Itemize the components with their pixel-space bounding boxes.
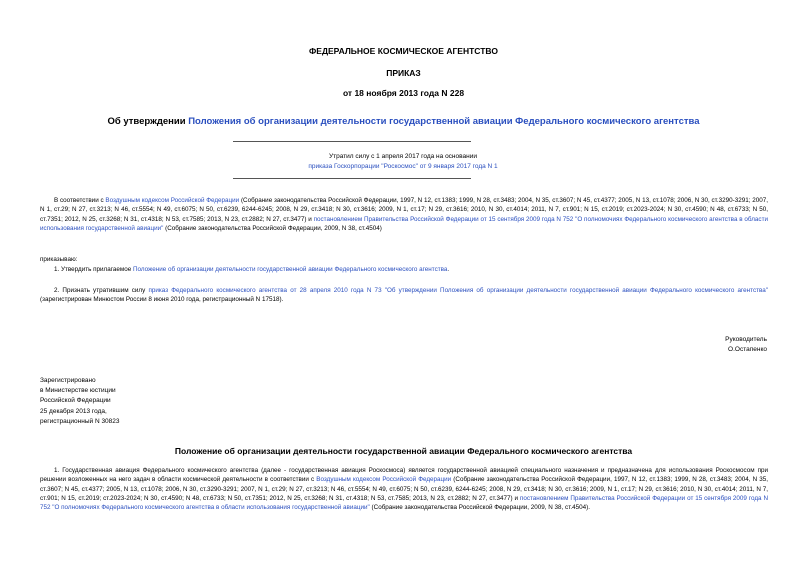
- revocation-note: [233, 152, 573, 172]
- regulation-text-1: 1. Государственная авиация Федерального космического агентства (далее - государственная авиация Роскосмоса) является государственной авиацией специального назначения и предназначена для использования Роскосмосом при решении возложенных на него задач в области космической деятельности в соответствии с: [40, 467, 768, 484]
- document-date-number: от 18 ноября 2013 года N 228: [342, 88, 465, 98]
- agency-name: ФЕДЕРАЛЬНОЕ КОСМИЧЕСКОЕ АГЕНТСТВО: [309, 46, 498, 56]
- document-title: [0, 116, 807, 127]
- title-regulation-link[interactable]: Положения об организации деятельности государственной авиации Федерального космического агентства: [188, 116, 700, 127]
- preamble-text-3: (Собрание законодательства Российской Федерации, 2009, N 38, ст.4504): [163, 224, 382, 232]
- regulation-decree-link[interactable]: постановлением Правительства Российской Федерации от 15 сентября 2009 года N 752 "О полномочиях Федерального космического агентства в области использования государственной авиации": [40, 494, 768, 512]
- item2-text-2: (зарегистрирован Минюстом России 8 июня 2010 года, регистрационный N 17518).: [40, 296, 284, 304]
- signature-name: О.Остапенко: [728, 346, 767, 353]
- registration-line: регистрационный N 30823: [40, 417, 120, 425]
- item2-text-1: 2. Признать утратившим силу: [54, 287, 149, 294]
- government-decree-link[interactable]: постановлением Правительства Российской Федерации от 15 сентября 2009 года N 752 "О полномочиях Федерального космического агентства в области использования государственной авиации": [40, 215, 768, 232]
- preamble-paragraph: [40, 196, 768, 233]
- regulation-text-2: (Собрание законодательства Российской Федерации, 1997, N 12, ст.1383; 1999, N 28, ст.3483; 2004, N 35, ст.3607; N 45, ст.4377; 2005, N 13, ст.1078; 2006, N 30, ст.3290-3291; 2007, N 1, ст.29; N 27, ст.3213; N 46, ст.5554; N 49, ст.6075; N 50, ст.6239, 6244-6245; 2008, N 29, ст.3418; N 30, ст.3616; 2009, N 1, ст.17; N 29, ст.3616; 2010, N 30, ст.4014; 2011, N 7, ст.901; N 15, ст.2019; ст.2023-2024; N 30, ст.4590; N 48, ст.6733; N 50, ст.7351; 2012, N 25, ст.3268; N 31, ст.4318; N 53, ст.7585; 2013, N 23, ст.2882; N 27, ст.3477) и: [40, 476, 768, 502]
- signature-block: [725, 335, 767, 355]
- registration-block: [40, 376, 120, 427]
- preamble-text-2: (Собрание законодательства Российской Федерации, 1997, N 12, ст.1383; 1999, N 28, ст.3483; 2004, N 35, ст.3607; N 45, ст.4377; 2005, N 13, ст.1078; 2006, N 30, ст.3290-3291; 2007, N 1, ст.29; N 27, ст.3213; N 46, ст.5554; N 49, ст.6075; N 50, ст.6239, 6244-6245; 2008, N 29, ст.3418; N 30, ст.3616; 2009, N 1, ст.17; N 29, ст.3616; 2010, N 30, ст.4014; 2011, N 7, ст.901; N 15, ст.2019; ст.2023-2024; N 30, ст.4590; N 48, ст.6733; N 50, ст.7351; 2012, N 25, ст.3268; N 31, ст.4318; N 53, ст.7585; 2013, N 23, ст.2882; N 27, ст.3477) и: [40, 197, 768, 223]
- order-word: приказываю:: [40, 256, 78, 263]
- revocation-text: Утратил силу с 1 апреля 2017 года на основании: [329, 153, 477, 160]
- preamble-text-1: В соответствии с: [54, 197, 106, 204]
- registration-line: Зарегистрировано: [40, 377, 96, 384]
- registration-line: 25 декабря 2013 года,: [40, 407, 107, 415]
- signature-role: Руководитель: [725, 336, 767, 343]
- title-prefix: Об утверждении: [107, 116, 189, 127]
- item1-text-2: .: [447, 266, 450, 273]
- order-item-1: [40, 265, 768, 274]
- item1-text-1: 1. Утвердить прилагаемое: [54, 266, 133, 273]
- divider-top: [233, 141, 471, 142]
- registration-line: Российской Федерации: [40, 397, 111, 405]
- regulation-air-code-link[interactable]: Воздушным кодексом Российской Федерации: [316, 476, 452, 484]
- registration-line: в Министерстве юстиции: [40, 387, 116, 395]
- divider-bottom: [233, 178, 471, 179]
- revocation-link[interactable]: приказа Госкорпорации "Роскосмос" от 9 января 2017 года N 1: [308, 163, 498, 170]
- document-type: ПРИКАЗ: [386, 68, 421, 78]
- regulation-title: Положение об организации деятельности государственной авиации Федерального космического агентства: [174, 446, 633, 456]
- regulation-link[interactable]: Положение об организации деятельности государственной авиации Федерального космического агентства: [132, 266, 448, 273]
- regulation-text-3: (Собрание законодательства Российской Федерации, 2009, N 38, ст.4504).: [369, 504, 590, 512]
- regulation-paragraph-1: [40, 466, 768, 512]
- order-item-2: [40, 286, 768, 305]
- air-code-link[interactable]: Воздушным кодексом Российской Федерации: [105, 197, 240, 204]
- revoked-order-link[interactable]: приказ Федерального космического агентства от 28 апреля 2010 года N 73 "Об утверждении Положения об организации деятельности государственной авиации Федерального космического агентства": [148, 287, 768, 294]
